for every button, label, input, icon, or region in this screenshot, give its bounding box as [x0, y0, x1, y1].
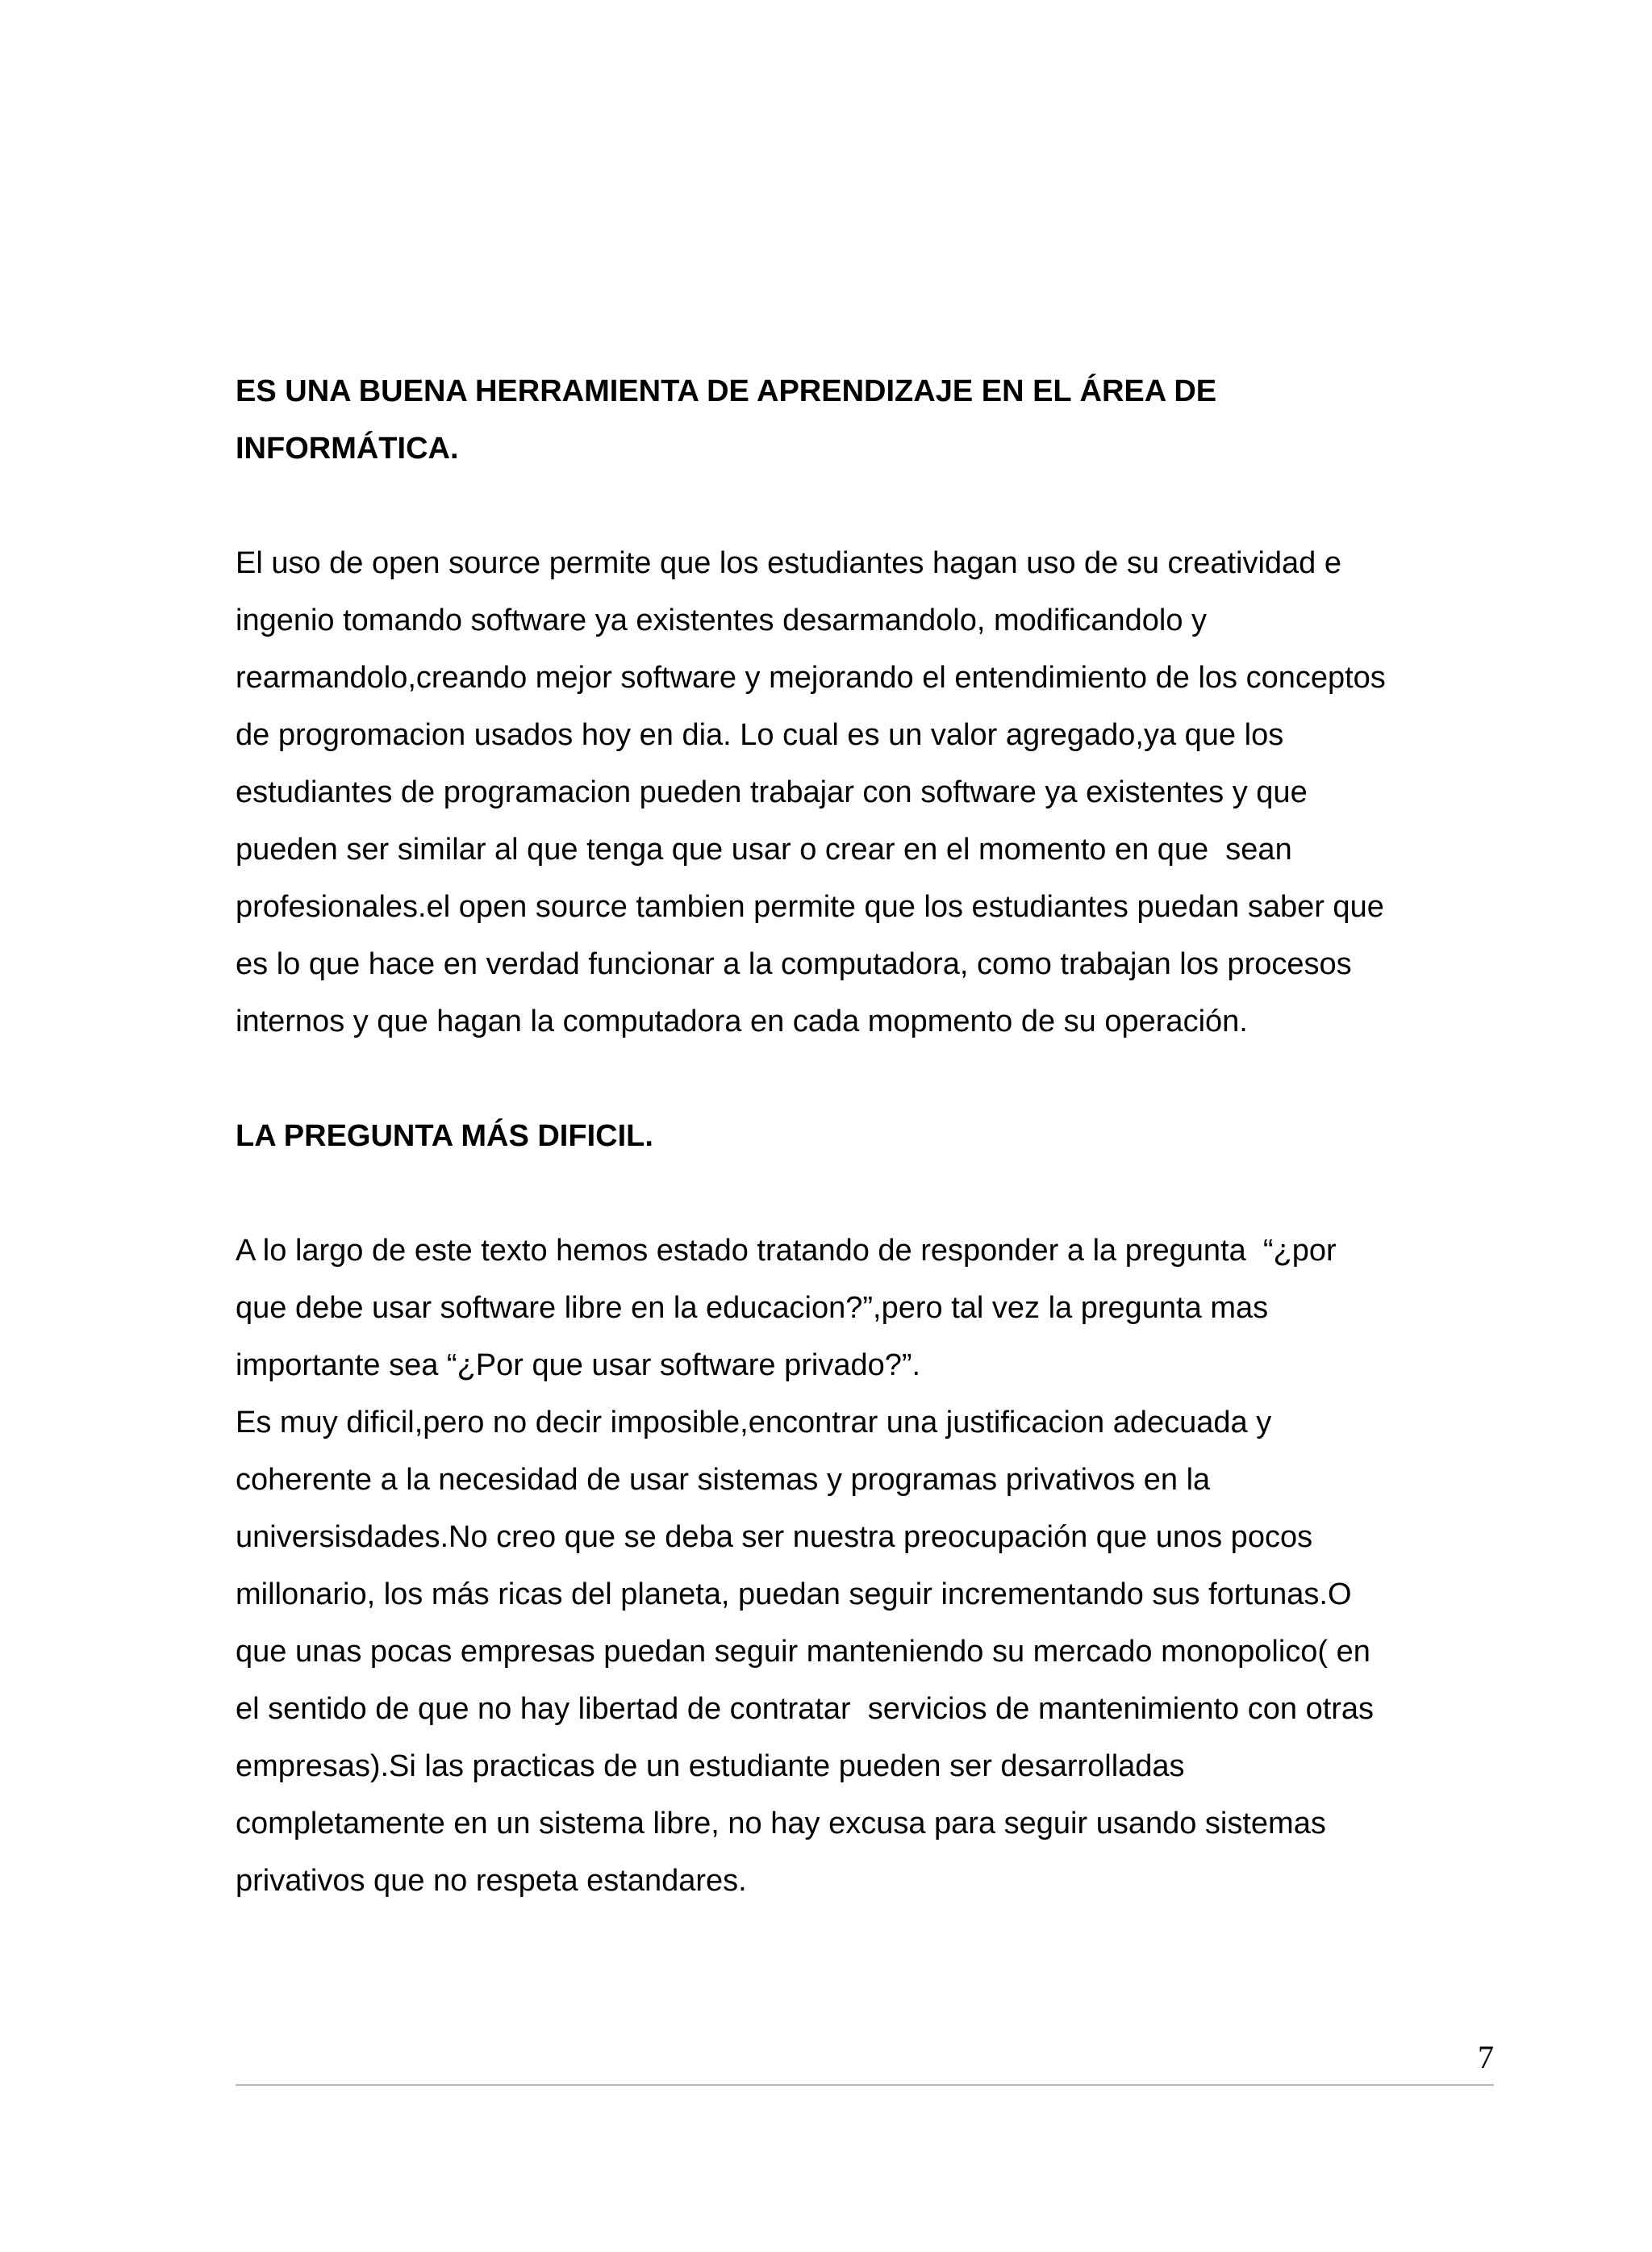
paragraph-spacer	[236, 1165, 1494, 1222]
paragraph-line: que debe usar software libre en la educacion?”,pero tal vez la pregunta mas	[236, 1291, 1269, 1325]
paragraph-line: el sentido de que no hay libertad de contratar servicios de mantenimiento con otras	[236, 1692, 1375, 1726]
heading-line: ES UNA BUENA HERRAMIENTA DE APRENDIZAJE EN EL ÁREA DE	[236, 374, 1217, 408]
page-number: 7	[1478, 2039, 1494, 2075]
paragraph-line: completamente en un sistema libre, no hay excusa para seguir usando sistemas	[236, 1807, 1326, 1840]
section-heading	[236, 1108, 1494, 1165]
paragraph-line: millonario, los más ricas del planeta, puedan seguir incrementando sus fortunas.O	[236, 1577, 1352, 1611]
footer-divider	[236, 2084, 1494, 2086]
paragraph-line: profesionales.el open source tambien permite que los estudiantes puedan saber que	[236, 890, 1384, 924]
paragraph-line: ingenio tomando software ya existentes desarmandolo, modificandolo y	[236, 604, 1208, 637]
paragraph-line: que unas pocas empresas puedan seguir manteniendo su mercado monopolico( en	[236, 1635, 1370, 1669]
paragraph-line: internos y que hagan la computadora en cada mopmento de su operación.	[236, 1005, 1248, 1038]
paragraph-line: estudiantes de programacion pueden trabajar con software ya existentes y que	[236, 775, 1308, 809]
section-heading	[236, 363, 1494, 478]
paragraph-line: es lo que hace en verdad funcionar a la computadora, como trabajan los procesos	[236, 947, 1352, 981]
paragraph-line: pueden ser similar al que tenga que usar o crear en el momento en que sean	[236, 833, 1292, 867]
paragraph-line: rearmandolo,creando mejor software y mejorando el entendimiento de los conceptos	[236, 661, 1386, 695]
paragraph-line: importante sea “¿Por que usar software privado?”.	[236, 1348, 921, 1382]
page-content	[236, 363, 1494, 1910]
paragraph-spacer	[236, 1051, 1494, 1108]
paragraph-line: de progromacion usados hoy en dia. Lo cual es un valor agregado,ya que los	[236, 718, 1284, 752]
paragraph-line: Es muy dificil,pero no decir imposible,encontrar una justificacion adecuada y	[236, 1406, 1272, 1439]
body-paragraph	[236, 1222, 1494, 1910]
paragraph-line: coherente a la necesidad de usar sistemas y programas privativos en la	[236, 1463, 1211, 1497]
body-paragraph	[236, 535, 1494, 1051]
paragraph-spacer	[236, 478, 1494, 535]
paragraph-line: empresas).Si las practicas de un estudiante pueden ser desarrolladas	[236, 1749, 1185, 1783]
paragraph-line: A lo largo de este texto hemos estado tratando de responder a la pregunta “¿por	[236, 1234, 1337, 1268]
heading-line: INFORMÁTICA.	[236, 432, 459, 466]
paragraph-line: privativos que no respeta estandares.	[236, 1864, 747, 1898]
paragraph-line: El uso de open source permite que los estudiantes hagan uso de su creatividad e	[236, 546, 1342, 580]
heading-line: LA PREGUNTA MÁS DIFICIL.	[236, 1119, 653, 1153]
paragraph-line: universisdades.No creo que se deba ser nuestra preocupación que unos pocos	[236, 1520, 1313, 1554]
